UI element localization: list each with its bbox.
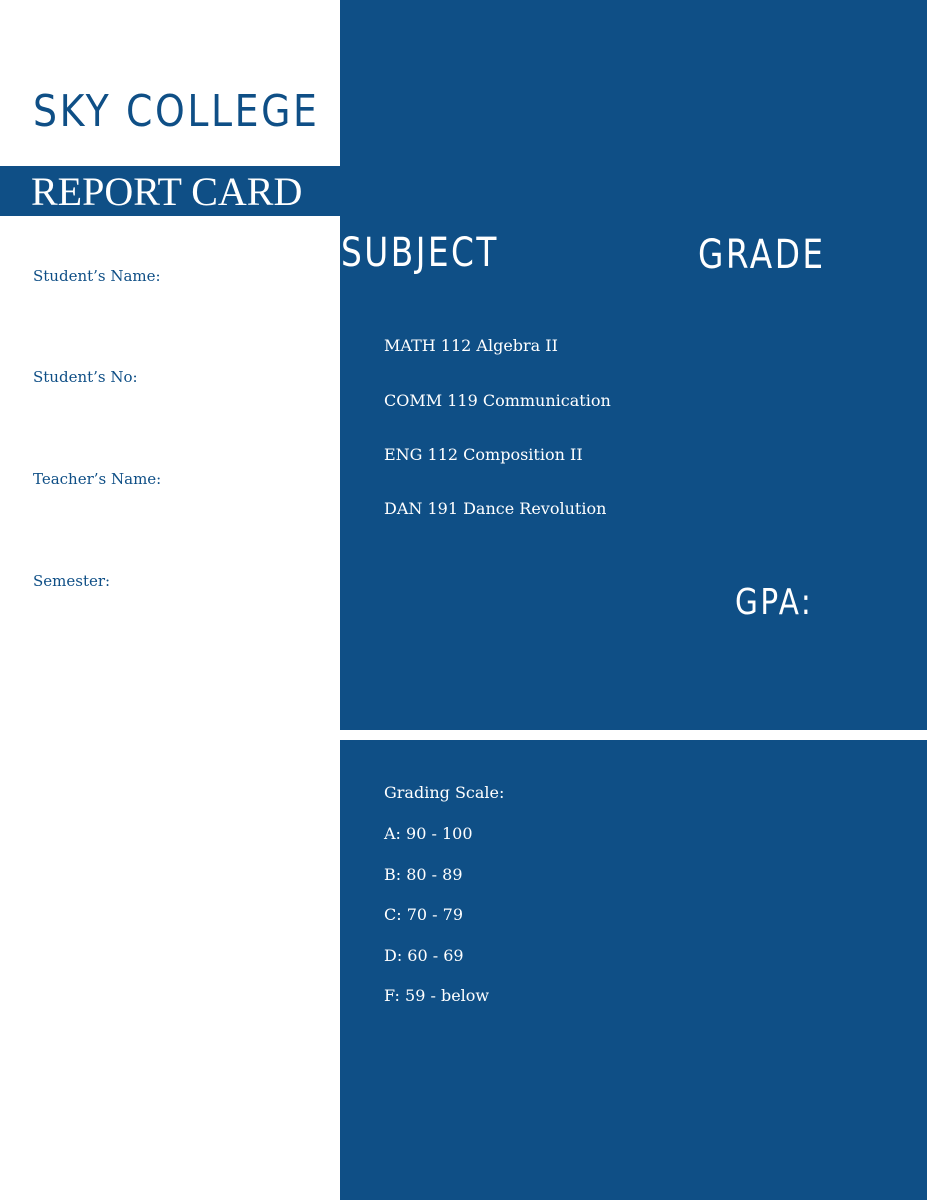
subject-item: DAN 191 Dance Revolution — [384, 499, 607, 518]
subject-heading: SUBJECT — [341, 230, 499, 276]
student-number-label: Student’s No: — [33, 368, 138, 386]
grading-scale-item: C: 70 - 79 — [384, 905, 464, 924]
college-name: SKY COLLEGE — [33, 86, 320, 137]
gpa-label: GPA: — [735, 582, 814, 623]
report-card-title: REPORT CARD — [31, 169, 303, 214]
subject-item: MATH 112 Algebra II — [384, 336, 558, 355]
subject-item: ENG 112 Composition II — [384, 445, 583, 464]
grading-scale-item: F: 59 - below — [384, 986, 490, 1005]
grading-scale-panel — [340, 740, 927, 1200]
grade-heading: GRADE — [698, 232, 826, 278]
student-name-label: Student’s Name: — [33, 267, 161, 285]
grading-scale-item: D: 60 - 69 — [384, 946, 464, 965]
grading-scale-item: A: 90 - 100 — [384, 824, 473, 843]
teacher-name-label: Teacher’s Name: — [33, 470, 162, 488]
grades-panel — [340, 0, 927, 730]
subject-item: COMM 119 Communication — [384, 391, 611, 410]
semester-label: Semester: — [33, 572, 111, 590]
grading-scale-title: Grading Scale: — [384, 783, 505, 802]
grading-scale-item: B: 80 - 89 — [384, 865, 463, 884]
